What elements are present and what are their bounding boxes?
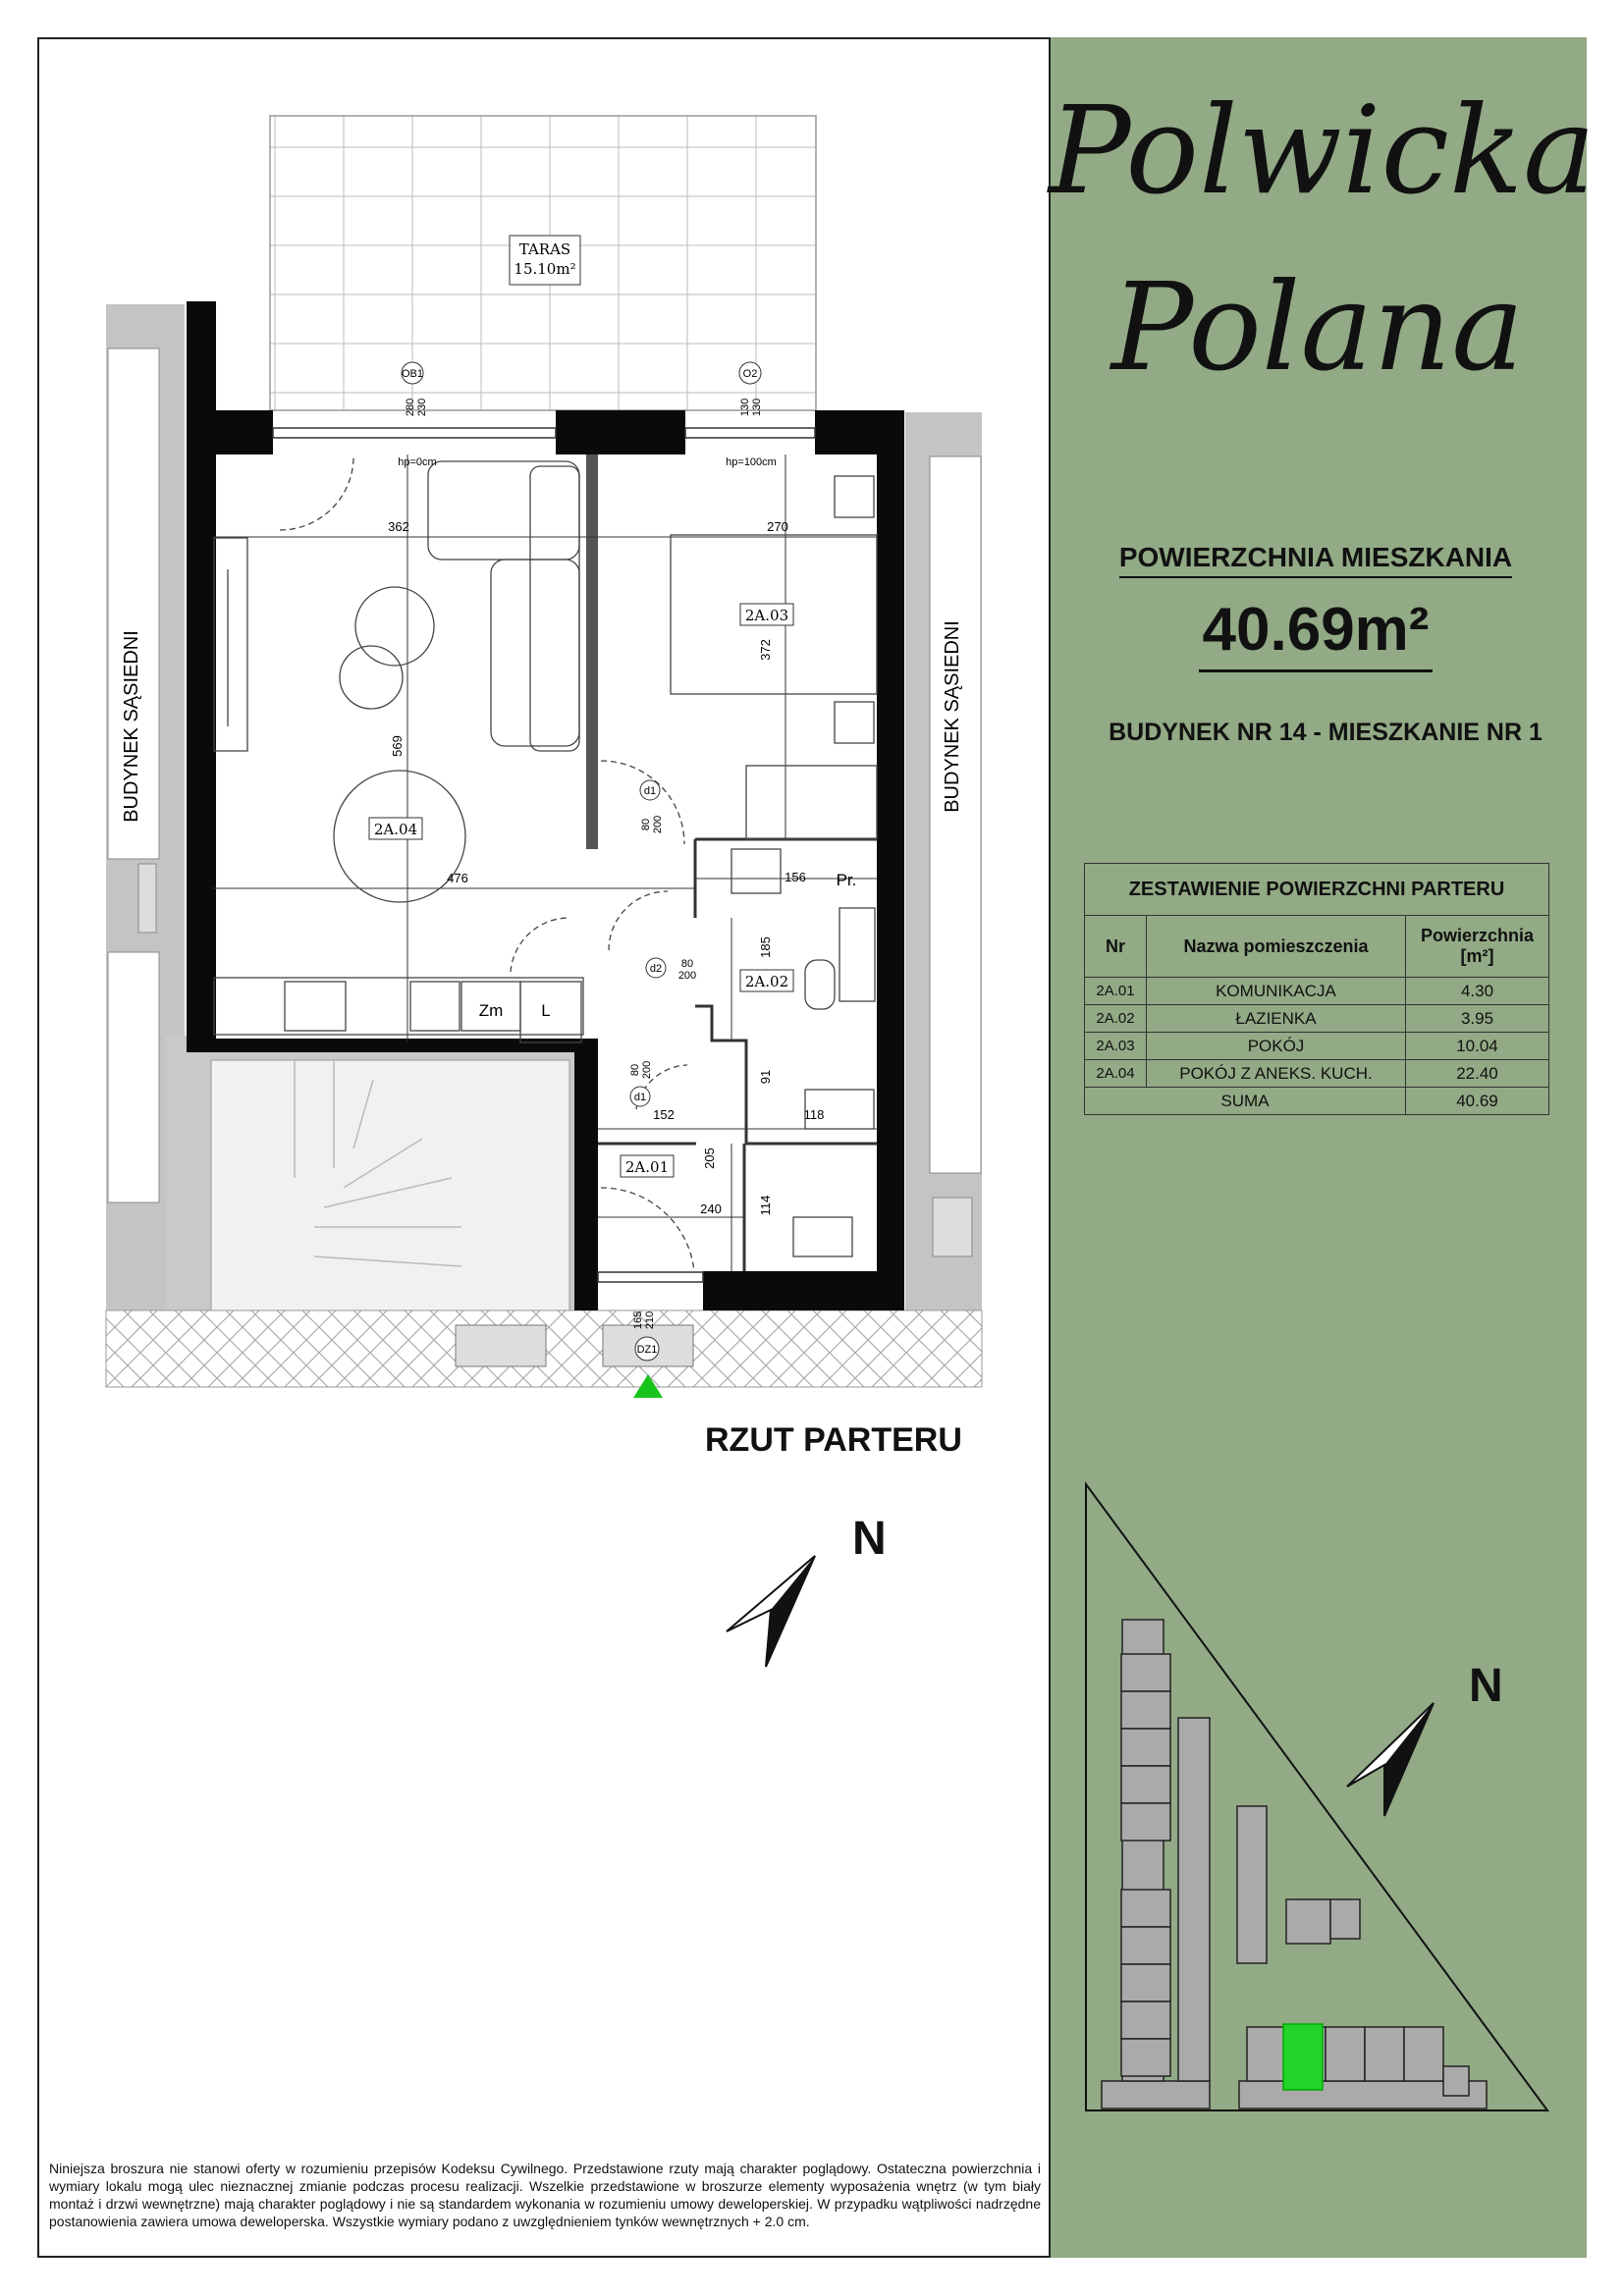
room-2a04: 2A.04 — [373, 821, 418, 838]
svg-text:165: 165 — [632, 1310, 644, 1330]
svg-text:240: 240 — [700, 1201, 722, 1216]
neighbor-building-right — [905, 412, 982, 1310]
svg-text:210: 210 — [644, 1310, 656, 1330]
svg-text:156: 156 — [785, 870, 806, 884]
brand-line-1: Polwicka — [1049, 80, 1597, 222]
svg-text:270: 270 — [767, 519, 788, 534]
area-value: 40.69m² — [1080, 595, 1551, 665]
disclaimer: Niniejsza broszura nie stanowi oferty w rozumieniu przepisów Kodeksu Cywilnego. Przedstawione rzuty mają charakter poglądowy. Ostateczna powierzchnia i wymiary lokalu mogą ulec nieznacznej zmianie podczas procesu realizacji. Wszelkie przedstawione w broszurze elementy wyposażenia wnętrz (w tym biały montaż i drzwi wewnętrzne) mają charakter poglądowy i nie są standardem wykonania w rozumieniu umowy deweloperskiej. W przypadku wątpliwości nadrzędne postanowienia zawiera umowa deweloperska. Wszystkie wymiary podano z uwzględnieniem tynków wewnętrznych + 2.0 cm. — [49, 2161, 1041, 2229]
svg-text:d1: d1 — [643, 785, 657, 797]
room-2a01: 2A.01 — [624, 1158, 670, 1176]
svg-text:200: 200 — [677, 970, 697, 982]
brand-line-2: Polana — [1110, 257, 1525, 399]
compass-icon — [727, 1556, 815, 1667]
svg-text:118: 118 — [803, 1107, 825, 1122]
svg-text:200: 200 — [641, 1060, 653, 1080]
apartment-location-marker — [1283, 2024, 1323, 2090]
room-2a03: 2A.03 — [744, 607, 789, 624]
svg-text:Pr.: Pr. — [836, 871, 857, 889]
site-north-label: N — [1469, 1660, 1503, 1712]
terrace — [270, 116, 816, 410]
svg-text:185: 185 — [758, 936, 773, 958]
building-label: BUDYNEK NR 14 - MIESZKANIE NR 1 — [1109, 719, 1543, 746]
svg-text:130: 130 — [739, 398, 751, 417]
svg-text:80: 80 — [680, 958, 694, 970]
svg-text:Zm: Zm — [478, 1001, 504, 1020]
table-row: 2A.04 POKÓJ Z ANEKS. KUCH. 22.40 — [1085, 1060, 1549, 1088]
area-label: POWIERZCHNIA MIESZKANIA — [1080, 542, 1551, 573]
svg-text:d1: d1 — [633, 1092, 647, 1103]
svg-text:O2: O2 — [742, 368, 758, 380]
plan-title: RZUT PARTERU — [705, 1421, 962, 1459]
svg-text:230: 230 — [416, 398, 428, 417]
room-2a02: 2A.02 — [744, 973, 789, 990]
col-area: Powierzchnia [m²] — [1406, 916, 1549, 978]
north-label: N — [852, 1513, 887, 1565]
svg-text:362: 362 — [388, 519, 409, 534]
svg-text:d2: d2 — [649, 963, 663, 975]
col-nr: Nr — [1085, 916, 1147, 978]
neighbor-label-left: BUDYNEK SĄSIEDNI — [121, 630, 142, 823]
svg-text:280: 280 — [405, 398, 416, 417]
svg-text:200: 200 — [652, 815, 664, 834]
svg-text:DZ1: DZ1 — [636, 1344, 658, 1356]
col-name: Nazwa pomieszczenia — [1147, 916, 1406, 978]
svg-text:80: 80 — [629, 1063, 641, 1077]
summary-title: ZESTAWIENIE POWIERZCHNI PARTERU — [1085, 864, 1549, 916]
svg-text:hp=0cm: hp=0cm — [398, 456, 437, 468]
table-row: 2A.01 KOMUNIKACJA 4.30 — [1085, 978, 1549, 1005]
svg-text:130: 130 — [751, 398, 763, 417]
neighbor-label-right: BUDYNEK SĄSIEDNI — [942, 620, 963, 813]
svg-text:372: 372 — [758, 639, 773, 661]
svg-text:hp=100cm: hp=100cm — [726, 456, 777, 468]
svg-text:205: 205 — [702, 1148, 717, 1169]
staircase — [165, 1036, 587, 1310]
svg-text:476: 476 — [447, 871, 468, 885]
svg-text:80: 80 — [640, 818, 652, 831]
svg-text:569: 569 — [390, 735, 405, 757]
table-total-row: SUMA 40.69 — [1085, 1088, 1549, 1115]
svg-text:L: L — [541, 1001, 551, 1020]
svg-text:OB1: OB1 — [401, 368, 424, 380]
site-plan — [1086, 1484, 1547, 2110]
svg-text:114: 114 — [758, 1195, 773, 1216]
svg-text:91: 91 — [758, 1069, 773, 1085]
table-row: 2A.03 POKÓJ 10.04 — [1085, 1033, 1549, 1060]
terrace-area: 15.10m² — [514, 260, 576, 278]
svg-text:152: 152 — [653, 1107, 675, 1122]
doormat-left — [456, 1325, 546, 1366]
table-row: 2A.02 ŁAZIENKA 3.95 — [1085, 1005, 1549, 1033]
terrace-name: TARAS — [518, 240, 571, 258]
